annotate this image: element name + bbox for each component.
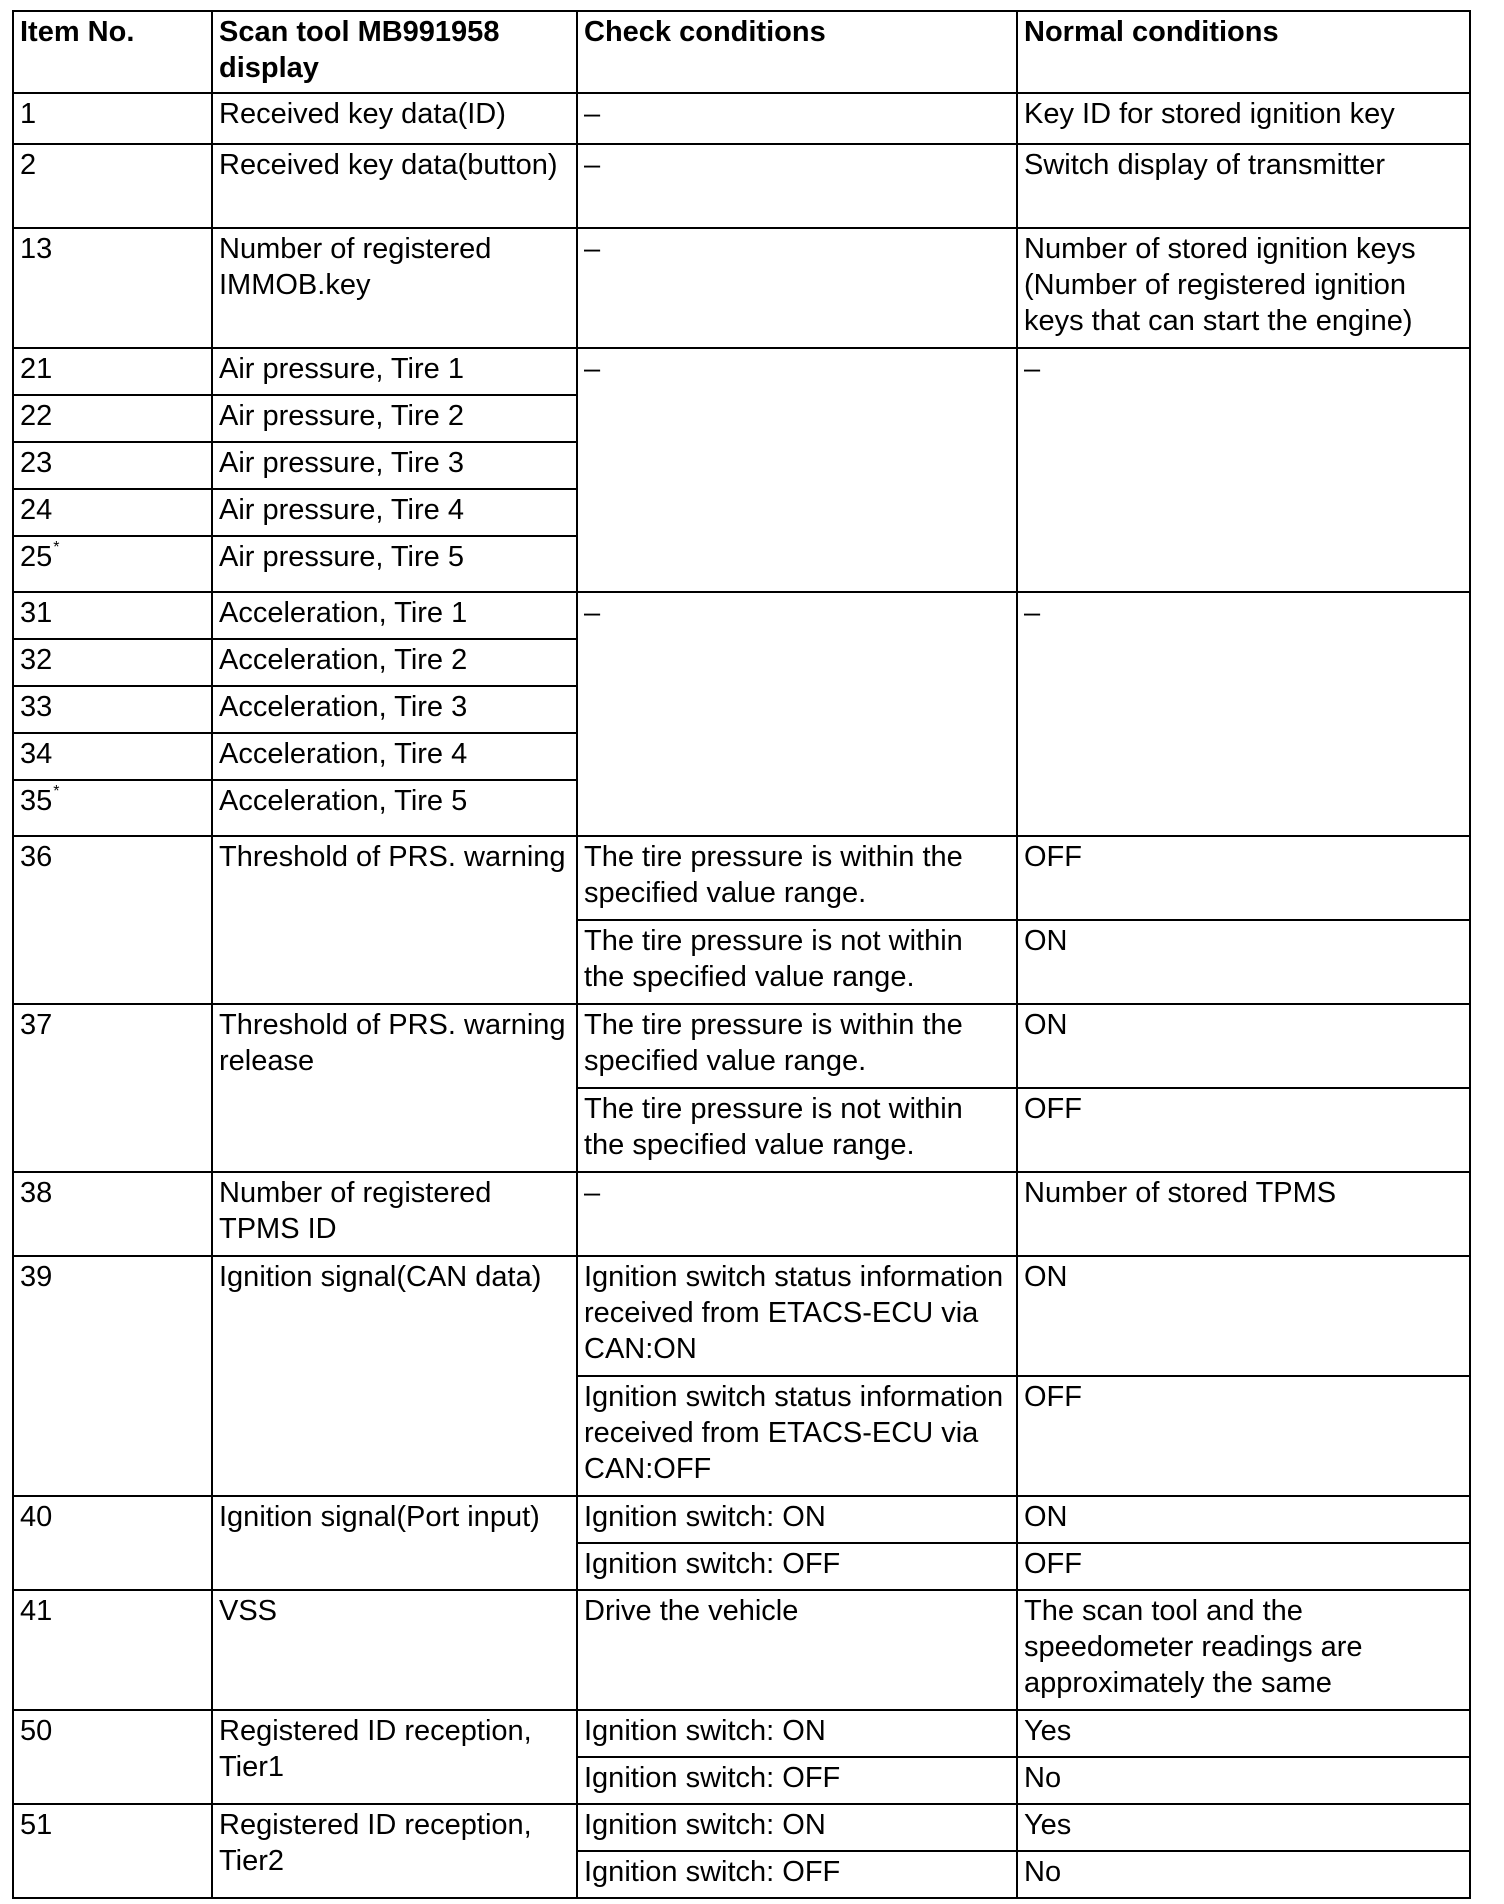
display-cell: Number of registered IMMOB.key bbox=[212, 228, 577, 348]
check-cell: – bbox=[577, 228, 1017, 348]
display-cell: Received key data(button) bbox=[212, 144, 577, 228]
item-no-cell: 31 bbox=[13, 592, 212, 639]
display-cell: Registered ID reception, Tier1 bbox=[212, 1710, 577, 1804]
header-scan-tool-display: Scan tool MB991958 display bbox=[212, 11, 577, 93]
item-no-cell: 40 bbox=[13, 1496, 212, 1590]
check-cell: – bbox=[577, 348, 1017, 592]
display-cell: Ignition signal(CAN data) bbox=[212, 1256, 577, 1496]
item-no-cell: 37 bbox=[13, 1004, 212, 1172]
display-cell: Air pressure, Tire 2 bbox=[212, 395, 577, 442]
normal-cell: – bbox=[1017, 348, 1470, 592]
normal-cell: Yes bbox=[1017, 1804, 1470, 1851]
check-cell: – bbox=[577, 93, 1017, 144]
check-cell: Ignition switch status information received from ETACS-ECU via CAN:OFF bbox=[577, 1376, 1017, 1496]
check-cell: The tire pressure is not within the specified value range. bbox=[577, 920, 1017, 1004]
footnote-marker: * bbox=[53, 783, 60, 800]
normal-cell: OFF bbox=[1017, 1376, 1470, 1496]
table-row bbox=[13, 228, 1470, 348]
item-no-value: 35 bbox=[20, 785, 53, 817]
display-cell: Acceleration, Tire 5 bbox=[212, 780, 577, 836]
check-cell: Ignition switch: ON bbox=[577, 1496, 1017, 1543]
table-row bbox=[13, 592, 1470, 639]
item-no-cell: 32 bbox=[13, 639, 212, 686]
check-cell: – bbox=[577, 592, 1017, 836]
table-row bbox=[13, 93, 1470, 144]
display-cell: Number of registered TPMS ID bbox=[212, 1172, 577, 1256]
normal-cell: Switch display of transmitter bbox=[1017, 144, 1470, 228]
header-item-no: Item No. bbox=[13, 11, 212, 93]
display-cell: Air pressure, Tire 3 bbox=[212, 442, 577, 489]
header-normal-conditions: Normal conditions bbox=[1017, 11, 1470, 93]
display-cell: Received key data(ID) bbox=[212, 93, 577, 144]
normal-cell: OFF bbox=[1017, 1543, 1470, 1590]
item-no-cell: 38 bbox=[13, 1172, 212, 1256]
check-cell: The tire pressure is not within the specified value range. bbox=[577, 1088, 1017, 1172]
check-cell: The tire pressure is within the specified value range. bbox=[577, 836, 1017, 920]
header-check-conditions: Check conditions bbox=[577, 11, 1017, 93]
check-cell: Ignition switch: OFF bbox=[577, 1543, 1017, 1590]
item-no-cell: 34 bbox=[13, 733, 212, 780]
item-no-cell: 51 bbox=[13, 1804, 212, 1898]
check-cell: Ignition switch: ON bbox=[577, 1804, 1017, 1851]
normal-cell: The scan tool and the speedometer readings are approximately the same bbox=[1017, 1590, 1470, 1710]
table-row bbox=[13, 836, 1470, 920]
item-no-cell: 22 bbox=[13, 395, 212, 442]
normal-cell: No bbox=[1017, 1757, 1470, 1804]
item-no-cell: 41 bbox=[13, 1590, 212, 1710]
check-cell: Ignition switch: OFF bbox=[577, 1757, 1017, 1804]
item-no-cell: 21 bbox=[13, 348, 212, 395]
check-cell: The tire pressure is within the specified value range. bbox=[577, 1004, 1017, 1088]
normal-cell: Key ID for stored ignition key bbox=[1017, 93, 1470, 144]
display-cell: Acceleration, Tire 3 bbox=[212, 686, 577, 733]
check-cell: Ignition switch: OFF bbox=[577, 1851, 1017, 1898]
table-row bbox=[13, 144, 1470, 228]
display-cell: Acceleration, Tire 4 bbox=[212, 733, 577, 780]
check-cell: – bbox=[577, 1172, 1017, 1256]
table-row bbox=[13, 1590, 1470, 1710]
normal-cell: ON bbox=[1017, 1496, 1470, 1543]
table-row bbox=[13, 1256, 1470, 1376]
normal-cell: OFF bbox=[1017, 1088, 1470, 1172]
item-no-cell: 24 bbox=[13, 489, 212, 536]
item-no-cell: 1 bbox=[13, 93, 212, 144]
check-cell: Ignition switch: ON bbox=[577, 1710, 1017, 1757]
table-row bbox=[13, 1004, 1470, 1088]
item-no-cell: 33 bbox=[13, 686, 212, 733]
display-cell: VSS bbox=[212, 1590, 577, 1710]
check-cell: Drive the vehicle bbox=[577, 1590, 1017, 1710]
normal-cell: No bbox=[1017, 1851, 1470, 1898]
item-no-cell: 39 bbox=[13, 1256, 212, 1496]
display-cell: Air pressure, Tire 1 bbox=[212, 348, 577, 395]
item-no-cell: 2 bbox=[13, 144, 212, 228]
display-cell: Acceleration, Tire 1 bbox=[212, 592, 577, 639]
table-row bbox=[13, 1496, 1470, 1543]
normal-cell: Yes bbox=[1017, 1710, 1470, 1757]
check-cell: – bbox=[577, 144, 1017, 228]
normal-cell: ON bbox=[1017, 1256, 1470, 1376]
display-cell: Air pressure, Tire 5 bbox=[212, 536, 577, 592]
display-cell: Acceleration, Tire 2 bbox=[212, 639, 577, 686]
item-no-cell bbox=[13, 780, 212, 836]
data-list-table bbox=[12, 10, 1471, 1899]
table-row bbox=[13, 1172, 1470, 1256]
normal-cell: Number of stored TPMS bbox=[1017, 1172, 1470, 1256]
item-no-cell: 23 bbox=[13, 442, 212, 489]
display-cell: Registered ID reception, Tier2 bbox=[212, 1804, 577, 1898]
footnote-marker: * bbox=[53, 539, 60, 556]
table-row bbox=[13, 1710, 1470, 1757]
table-row bbox=[13, 348, 1470, 395]
normal-cell: ON bbox=[1017, 920, 1470, 1004]
display-cell: Ignition signal(Port input) bbox=[212, 1496, 577, 1590]
table-row bbox=[13, 1804, 1470, 1851]
normal-cell: Number of stored ignition keys (Number of registered ignition keys that can start the engine) bbox=[1017, 228, 1470, 348]
display-cell: Air pressure, Tire 4 bbox=[212, 489, 577, 536]
item-no-cell: 36 bbox=[13, 836, 212, 1004]
item-no-value: 25 bbox=[20, 541, 53, 573]
normal-cell: ON bbox=[1017, 1004, 1470, 1088]
item-no-cell: 50 bbox=[13, 1710, 212, 1804]
display-cell: Threshold of PRS. warning release bbox=[212, 1004, 577, 1172]
normal-cell: – bbox=[1017, 592, 1470, 836]
normal-cell: OFF bbox=[1017, 836, 1470, 920]
header-row bbox=[13, 11, 1470, 93]
item-no-cell: 13 bbox=[13, 228, 212, 348]
item-no-cell bbox=[13, 536, 212, 592]
display-cell: Threshold of PRS. warning bbox=[212, 836, 577, 1004]
check-cell: Ignition switch status information received from ETACS-ECU via CAN:ON bbox=[577, 1256, 1017, 1376]
